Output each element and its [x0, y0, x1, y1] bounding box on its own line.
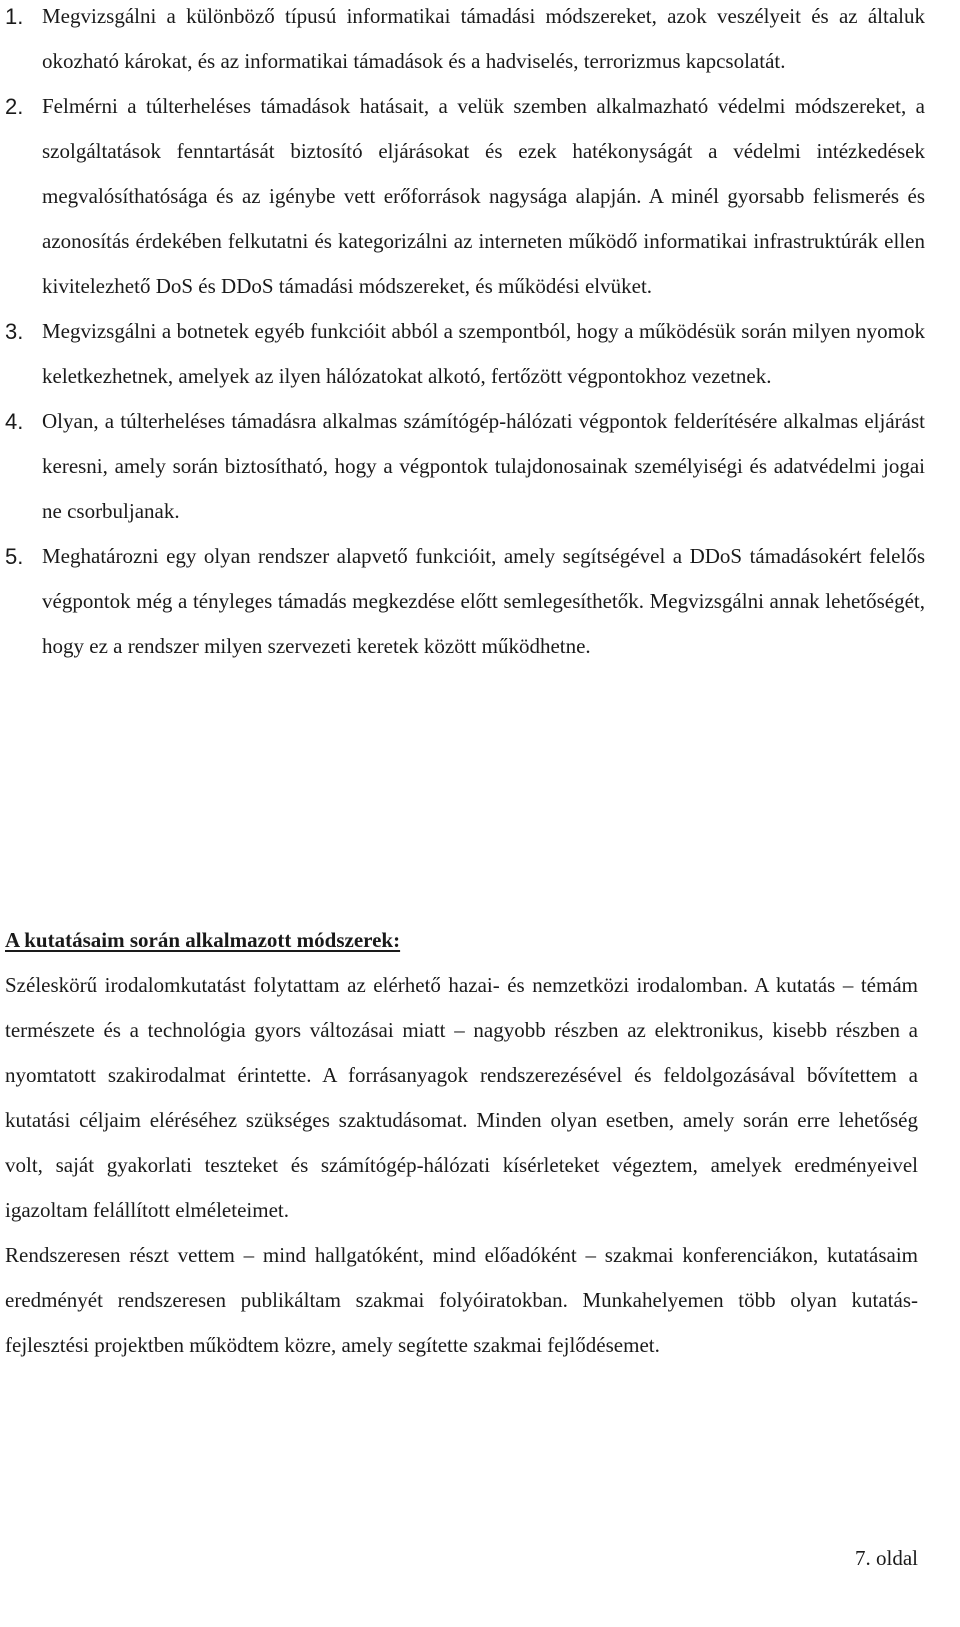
list-item-text: Meghatározni egy olyan rendszer alapvető funkcióit, amely segítségével a DDoS támadásokért felelős végpontok még a tényleges támadás megkezdése előtt semlegesíthetők. Megvizsgálni annak lehetőségét, hogy ez a rendszer milyen szervezeti keretek között működhetne. [42, 544, 925, 658]
research-goals-list [5, 0, 925, 669]
list-item-number: 5. [5, 544, 24, 569]
list-item [5, 84, 925, 309]
methods-paragraph: Széleskörű irodalomkutatást folytattam az elérhető hazai- és nemzetközi irodalomban. A kutatás – témám természete és a technológia gyors változásai miatt – nagyobb részben az elektronikus, kisebb részben a nyomtatott szakirodalmat érintette. A forrásanyagok rendszerezésével és feldolgozásával bővítettem a kutatási céljaim eléréséhez szükséges szaktudásomat. Minden olyan esetben, amely során erre lehetőség volt, saját gyakorlati teszteket és számítógép-hálózati kísérleteket végeztem, amelyek eredményeivel igazoltam felállított elméleteimet. [5, 973, 918, 1222]
list-item [5, 399, 925, 534]
page-number: 7. oldal [855, 1546, 918, 1570]
methods-paragraph: Rendszeresen részt vettem – mind hallgatóként, mind előadóként – szakmai konferenciákon, kutatásaim eredményét rendszeresen publikáltam szakmai folyóiratokban. Munkahelyemen több olyan kutatás-fejlesztési projektben működtem közre, amely segítette szakmai fejlődésemet. [5, 1243, 918, 1357]
list-item-number: 1. [5, 4, 24, 29]
list-item [5, 534, 925, 669]
list-item-text: Megvizsgálni a különböző típusú informatikai támadási módszereket, azok veszélyeit és az általuk okozható károkat, és az informatikai támadások és a hadviselés, terrorizmus kapcsolatát. [42, 4, 925, 73]
list-item-text: Olyan, a túlterheléses támadásra alkalmas számítógép-hálózati végpontok felderítésére alkalmas eljárást keresni, amely során biztosítható, hogy a végpontok tulajdonosainak személyiségi és adatvédelmi jogai ne csorbuljanak. [42, 409, 925, 523]
list-item-number: 2. [5, 94, 24, 119]
list-item-number: 4. [5, 409, 24, 434]
list-item-number: 3. [5, 319, 24, 344]
list-item-text: Felmérni a túlterheléses támadások hatásait, a velük szemben alkalmazható védelmi módszereket, a szolgáltatások fenntartását biztosító eljárásokat és ezek hatékonyságát a védelmi intézkedések megvalósíthatósága és az igénybe vett erőforrások nagysága alapján. A minél gyorsabb felismerés és azonosítás érdekében felkutatni és kategorizálni az interneten működő informatikai infrastruktúrák ellen kivitelezhető DoS és DDoS támadási módszereket, és működési elvüket. [42, 94, 925, 298]
methods-heading: A kutatásaim során alkalmazott módszerek: [5, 928, 401, 952]
list-item [5, 0, 925, 84]
methods-section [5, 918, 918, 1368]
list-item-text: Megvizsgálni a botnetek egyéb funkcióit abból a szempontból, hogy a működésük során milyen nyomok keletkezhetnek, amelyek az ilyen hálózatokat alkotó, fertőzött végpontokhoz vezetnek. [42, 319, 925, 388]
list-item [5, 309, 925, 399]
